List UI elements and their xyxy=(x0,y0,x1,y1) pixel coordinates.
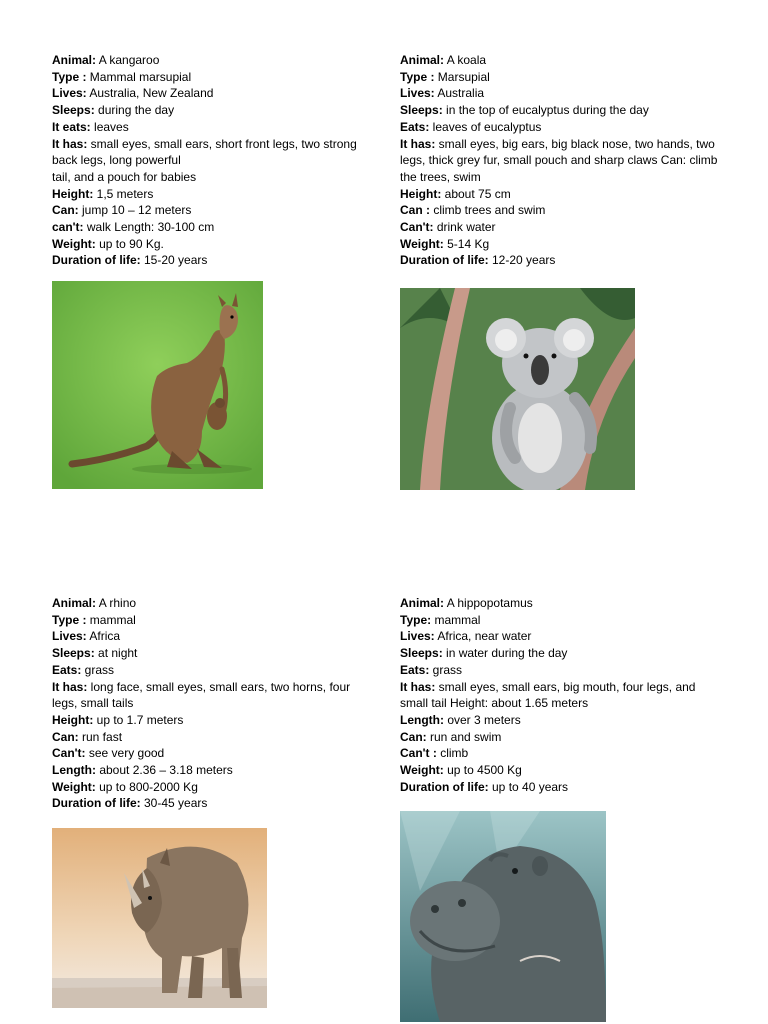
info-line: Eats: grass xyxy=(400,662,463,677)
info-line: Duration of life: 30-45 years xyxy=(52,796,208,811)
kangaroo-card xyxy=(52,52,364,269)
info-line: Weight: up to 90 Kg. xyxy=(52,236,164,251)
info-line: Can: run and swim xyxy=(400,729,502,744)
info-line: Lives: Australia xyxy=(400,86,485,101)
info-line: It has: small eyes, big ears, big black nose, two hands, two legs, thick grey fur, small pouch and sharp claws Can: climb the trees, swim xyxy=(400,136,718,184)
info-line: Height: up to 1.7 meters xyxy=(52,712,184,727)
kangaroo-info xyxy=(52,52,364,269)
info-line: Animal: A koala xyxy=(400,53,487,67)
info-line: Length: about 2.36 – 3.18 meters xyxy=(52,763,233,778)
info-line: It has: small eyes, small ears, short front legs, two strong back legs, long powerful xyxy=(52,136,357,168)
info-line: Can't: see very good xyxy=(52,746,165,761)
info-line: Weight: 5-14 Kg xyxy=(400,236,490,251)
info-line: Type : Marsupial xyxy=(400,69,490,84)
info-line: Length: over 3 meters xyxy=(400,712,521,727)
info-line: Can: jump 10 – 12 meters xyxy=(52,203,192,218)
info-line: It has: long face, small eyes, small ears, two horns, four legs, small tails xyxy=(52,679,351,711)
info-line: Lives: Africa xyxy=(52,629,121,644)
hippopotamus-info xyxy=(400,595,718,795)
hippopotamus-card xyxy=(400,595,718,795)
info-line: Type : mammal xyxy=(52,612,136,627)
rhino-info xyxy=(52,595,364,812)
info-line: Sleeps: at night xyxy=(52,646,138,661)
rhino-card xyxy=(52,595,364,812)
info-line: Can't: drink water xyxy=(400,220,496,235)
info-line: Weight: up to 800-2000 Kg xyxy=(52,779,198,794)
info-line: can't: walk Length: 30-100 cm xyxy=(52,220,215,235)
hippopotamus-photo xyxy=(400,811,606,1022)
koala-card xyxy=(400,52,718,269)
info-line: Weight: up to 4500 Kg xyxy=(400,763,522,778)
info-line: It has: small eyes, small ears, big mouth, four legs, and small tail Height: about 1.65 meters xyxy=(400,679,696,711)
info-line: Lives: Africa, near water xyxy=(400,629,532,644)
info-line: Sleeps: in the top of eucalyptus during the day xyxy=(400,103,649,118)
info-line: Lives: Australia, New Zealand xyxy=(52,86,214,101)
info-line: Animal: A hippopotamus xyxy=(400,596,533,610)
info-line: Height: 1,5 meters xyxy=(52,186,154,201)
info-line: Animal: A kangaroo xyxy=(52,53,160,67)
rhino-photo xyxy=(52,828,267,1008)
info-line: Can't : climb xyxy=(400,746,469,761)
info-line: tail, and a pouch for babies xyxy=(52,169,197,184)
info-line: Animal: A rhino xyxy=(52,596,137,610)
info-line: Duration of life: 12-20 years xyxy=(400,253,556,268)
info-line: Duration of life: up to 40 years xyxy=(400,779,569,794)
koala-photo xyxy=(400,288,635,490)
info-line: Height: about 75 cm xyxy=(400,186,511,201)
info-line: Sleeps: in water during the day xyxy=(400,646,568,661)
kangaroo-photo xyxy=(52,281,263,489)
info-line: Can : climb trees and swim xyxy=(400,203,546,218)
koala-info xyxy=(400,52,718,269)
info-line: Eats: grass xyxy=(52,662,115,677)
info-line: Duration of life: 15-20 years xyxy=(52,253,208,268)
info-line: Sleeps: during the day xyxy=(52,103,175,118)
info-line: It eats: leaves xyxy=(52,119,129,134)
info-line: Can: run fast xyxy=(52,729,123,744)
info-line: Eats: leaves of eucalyptus xyxy=(400,119,542,134)
info-line: Type : Mammal marsupial xyxy=(52,69,192,84)
info-line: Type: mammal xyxy=(400,612,481,627)
